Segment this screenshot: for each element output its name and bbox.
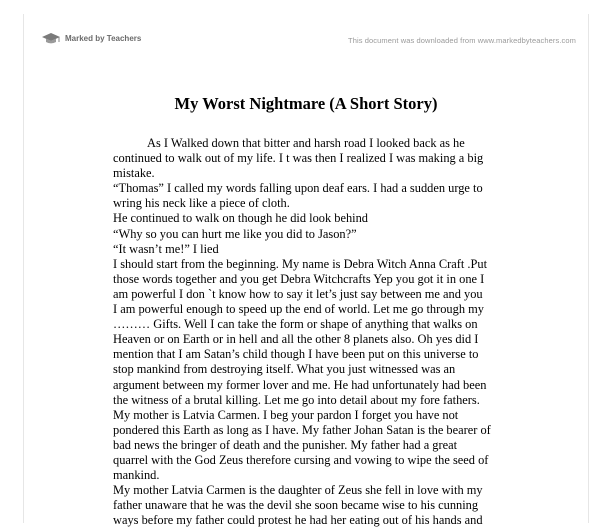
- text-line: wring his neck like a piece of cloth.: [113, 196, 290, 211]
- brand[interactable]: [41, 32, 141, 45]
- text-line: My mother is Latvia Carmen. I beg your pardon I forget you have not: [113, 407, 459, 422]
- text-line: mention that I am Satan’s child though I have been put on this universe to: [113, 347, 479, 362]
- brand-name: Marked by Teachers: [65, 34, 142, 43]
- text-line: I am powerful enough to speed up the end of world. Let me go through my: [113, 302, 484, 317]
- text-line: He continued to walk on though he did look behind: [113, 211, 369, 226]
- text-line: I should start from the beginning. My name is Debra Witch Anna Craft .Put: [113, 256, 488, 271]
- story-body: [113, 136, 612, 528]
- text-line: mankind.: [113, 468, 160, 483]
- text-line: “Thomas” I called my words falling upon deaf ears. I had a sudden urge to: [113, 181, 483, 196]
- text-line: ……… Gifts. Well I can take the form or shape of anything that walks on: [113, 317, 478, 332]
- text-line: As I Walked down that bitter and harsh road I looked back as he: [147, 136, 465, 150]
- document-title: My Worst Nightmare (A Short Story): [174, 94, 438, 113]
- text-line: stop mankind from destroying itself. What you just witnessed was an: [113, 362, 456, 377]
- text-line: those words together and you get Debra Witchcrafts Yep you got it in one I: [113, 271, 485, 286]
- text-line: My mother Latvia Carmen is the daughter of Zeus she fell in love with my: [113, 483, 483, 498]
- text-line: ways before my father could protest he had her eating out of his hands and: [113, 513, 483, 528]
- text-line: quarrel with the God Zeus therefore cursing and vowing to wipe the seed of: [113, 452, 489, 467]
- text-line: bad news the bringer of death and the punisher. My father had a great: [113, 437, 458, 452]
- text-line: am powerful I don `t know how to say it let’s just say between me and you: [113, 286, 483, 301]
- text-line: mistake.: [113, 166, 155, 181]
- text-line: continued to walk out of my life. I t was then I realized I was making a big: [113, 151, 484, 166]
- text-line: the witness of a brutal killing. Let me go into detail about my fore fathers.: [113, 392, 480, 407]
- text-line: Heaven or on Earth or in hell and all the other 8 planets also. Oh yes did I: [113, 332, 479, 347]
- text-line: argument between my former lover and me. He had unfortunately had been: [113, 377, 487, 392]
- graduation-cap-icon: [41, 32, 61, 45]
- text-line: pondered this Earth as long as I have. My father Johan Satan is the bearer of: [113, 422, 491, 437]
- download-source-note[interactable]: This document was downloaded from www.markedbyteachers.com: [348, 36, 576, 45]
- page-header: [41, 30, 576, 50]
- text-line: father unaware that he was the devil she soon became wise to his cunning: [113, 498, 479, 513]
- text-line: “It wasn’t me!” I lied: [113, 241, 219, 256]
- text-line: “Why so you can hurt me like you did to Jason?”: [113, 226, 357, 241]
